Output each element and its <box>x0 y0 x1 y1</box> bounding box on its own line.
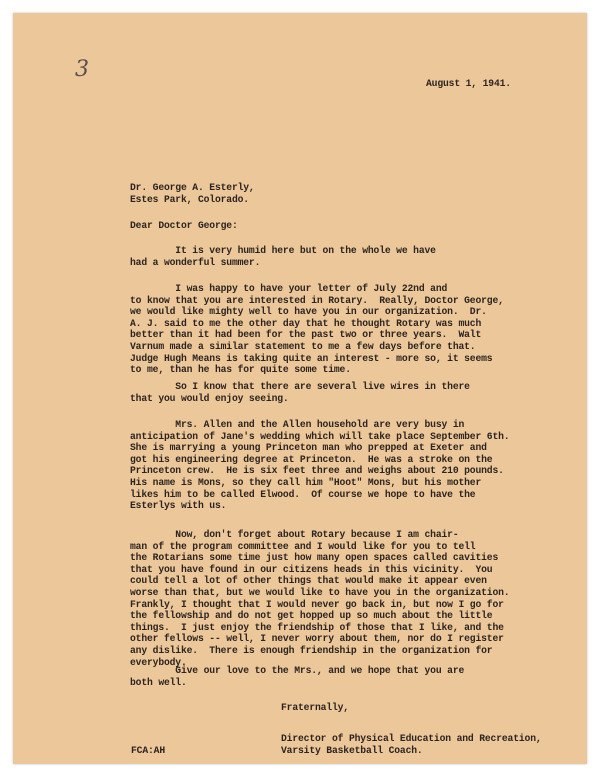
salutation: Dear Doctor George: <box>130 220 238 231</box>
signature-line: Varsity Basketball Coach. <box>281 744 423 756</box>
recipient-address <box>130 182 255 205</box>
body-paragraph: Now, don't forget about Rotary because I am chair- man of the program committee and I would like for you to tell the Rotarians some time just how many open spaces called cavities that you have found in our citizens heads in this vicinity. You could tell a lot of other things that would make it appear even worse than that, but we would like to have you in the organization. Frankly, I thought that I would never go back in, but now I go for the fellowship and do not get hopped up so much about the little things. I just enjoy the friendship of those that I like, and the other fellows -- well, I never worry about them, nor do I register any dislike. There is enough friendship in the organization for everybody. <box>130 529 510 668</box>
typist-initials: FCA:AH <box>131 745 165 756</box>
body-paragraph: It is very humid here but on the whole we have had a wonderful summer. <box>130 245 436 268</box>
letter-page <box>13 13 587 764</box>
body-paragraph: I was happy to have your letter of July 22nd and to know that you are interested in Rotary. Really, Doctor George, we would like mighty well to have you in our organization. Dr. A. J. said to me the other day that he thought Rotary was much better than it had been for the past two or three years. Walt Varnum made a similar statement to me a few days before that. Judge Hugh Means is taking quite an interest - more so, it seems to me, than he has for quite some time. <box>130 283 504 376</box>
body-paragraph: Mrs. Allen and the Allen household are very busy in anticipation of Jane's wedding which will take place September 6th. She is marrying a young Princeton man who prepped at Exeter and got his engineering degree at Princeton. He was a stroke on the Princeton crew. He is six feet three and weighs about 210 pounds. His name is Mons, so they call him "Hoot" Mons, but his mother likes him to be called Elwood. Of course we hope to have the Esterlys with us. <box>130 419 510 512</box>
letter-date: August 1, 1941. <box>426 78 511 89</box>
recipient-line: Dr. George A. Esterly, <box>130 182 255 193</box>
recipient-line: Estes Park, Colorado. <box>130 193 249 205</box>
body-paragraph: So I know that there are several live wires in there that you would enjoy seeing. <box>130 381 470 404</box>
body-paragraph: Give our love to the Mrs., and we hope that you are both well. <box>130 665 465 688</box>
closing: Fraternally, <box>281 702 349 713</box>
handwritten-page-number: 3 <box>75 57 89 82</box>
signature-title <box>281 733 542 756</box>
signature-line: Director of Physical Education and Recreation, <box>281 733 542 744</box>
